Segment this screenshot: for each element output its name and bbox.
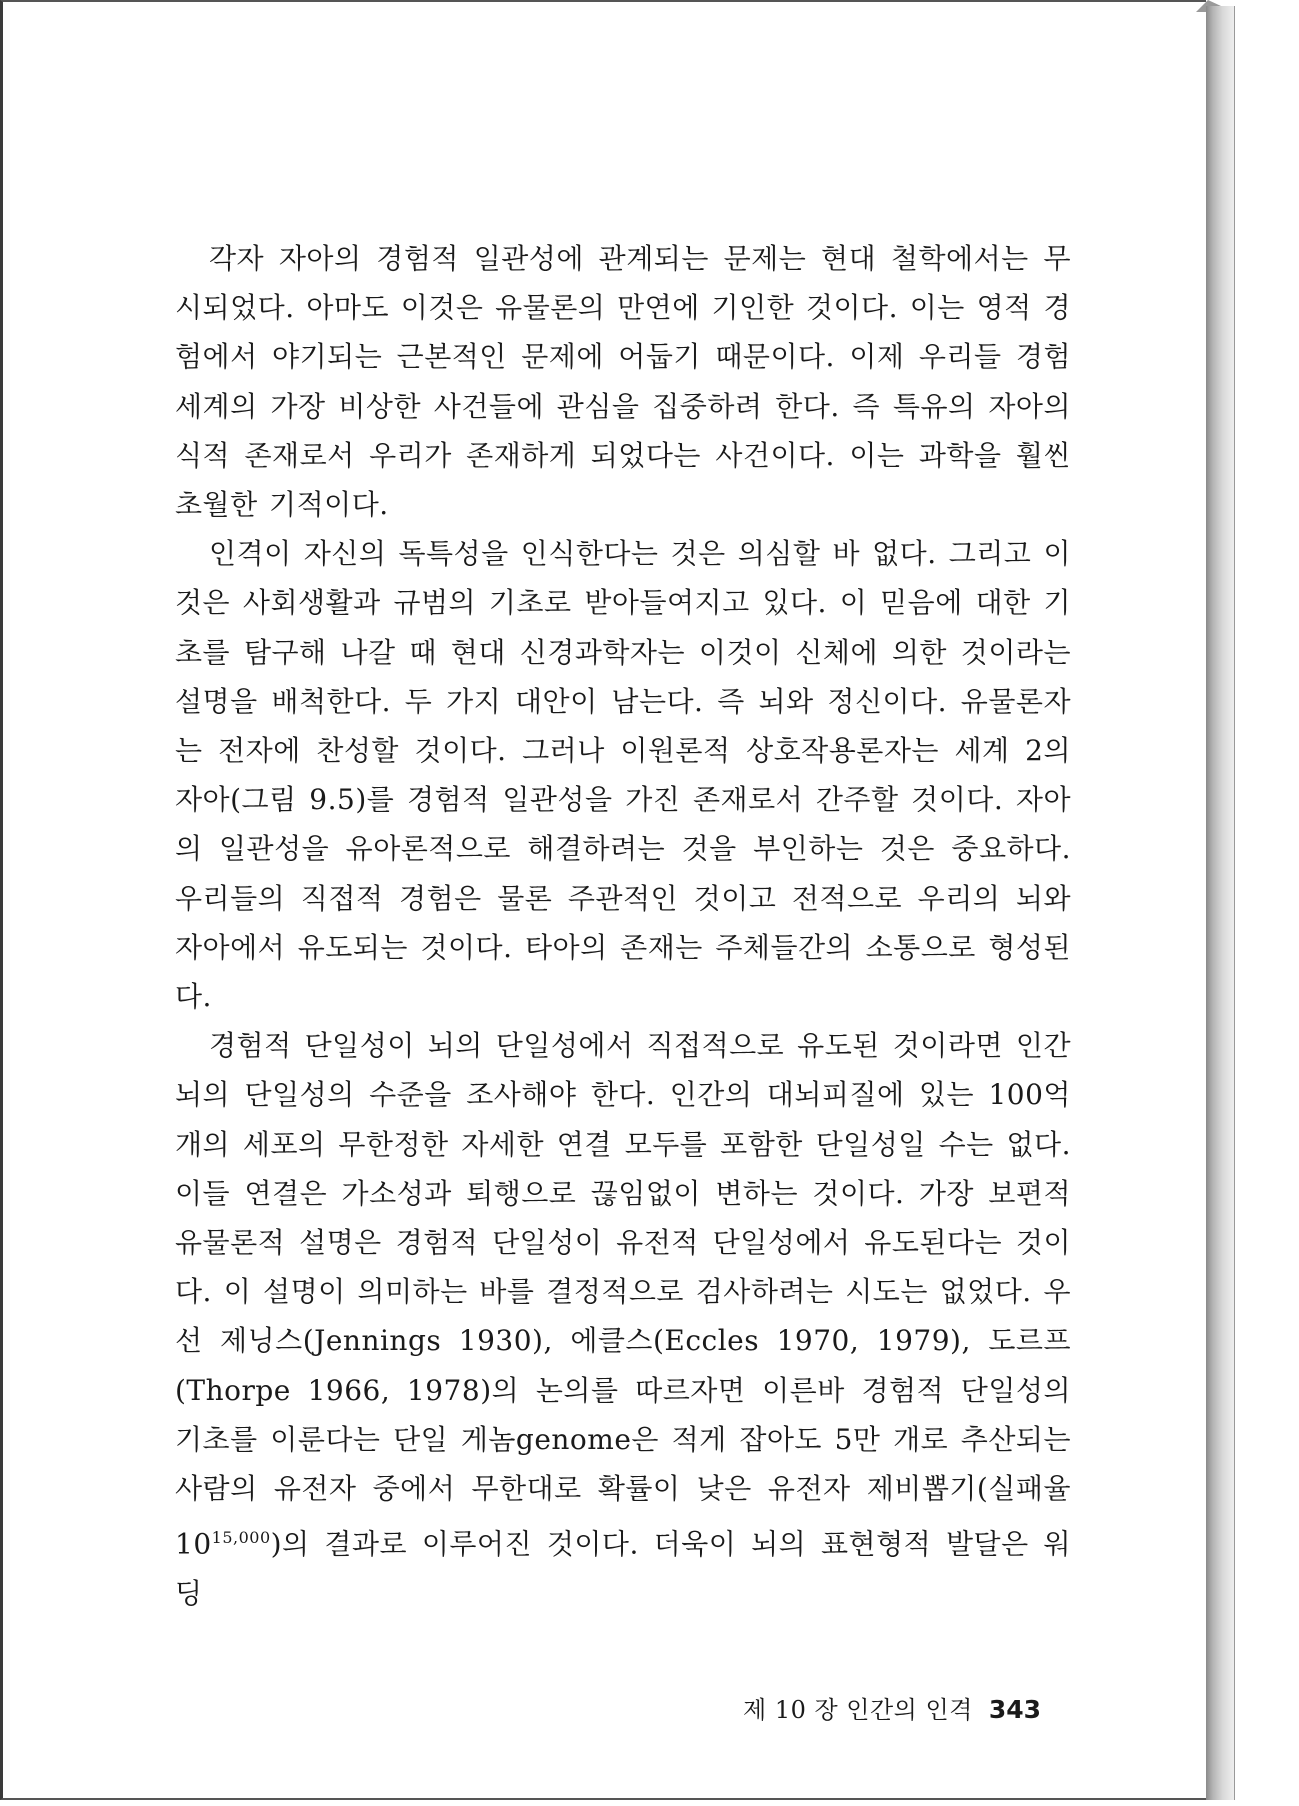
paragraph-1: 각자 자아의 경험적 일관성에 관계되는 문제는 현대 철학에서는 무시되었다. 아마도 이것은 유물론의 만연에 기인한 것이다. 이는 영적 경험에서 야기되는 근본적인 문제에 어둡기 때문이다. 이제 우리들 경험 세계의 가장 비상한 사건들에 관심을 집중하려 한다. 즉 특유의 자아의식적 존재로서 우리가 존재하게 되었다는 사건이다. 이는 과학을 훨씬 초월한 기적이다. xyxy=(175,242,1071,522)
page-edge-shadow xyxy=(1206,6,1235,1800)
paragraph-3 xyxy=(175,1021,1071,1618)
page-footer xyxy=(743,1690,1041,1725)
paragraph-3-tail: )의 결과로 이루어진 것이다. 더욱이 뇌의 표현형적 발달은 워딩 xyxy=(175,1527,1071,1610)
paragraph-3-text: 경험적 단일성이 뇌의 단일성에서 직접적으로 유도된 것이라면 인간 뇌의 단일성의 수준을 조사해야 한다. 인간의 대뇌피질에 있는 100억 개의 세포의 무한정한 자세한 연결 모두를 포함한 단일성일 수는 없다. 이들 연결은 가소성과 퇴행으로 끊임없이 변하는 것이다. 가장 보편적 유물론적 설명은 경험적 단일성이 유전적 단일성에서 유도된다는 것이다. 이 설명이 의미하는 바를 결정적으로 검사하려는 시도는 없었다. 우선 제닝스(Jennings 1930), 에클스(Eccles 1970, 1979), 도르프(Thorpe 1966, 1978)의 논의를 따르자면 이른바 경험적 단일성의 기초를 이룬다는 단일 게놈genome은 적게 잡아도 5만 개로 추산되는 사람의 유전자 중에서 무한대로 확률이 낮은 유전자 제비뽑기(실패율 10 xyxy=(175,1029,1071,1561)
running-chapter-title: 제 10 장 인간의 인격 xyxy=(743,1696,973,1724)
page-number: 343 xyxy=(988,1695,1042,1724)
paragraph-2: 인격이 자신의 독특성을 인식한다는 것은 의심할 바 없다. 그리고 이것은 사회생활과 규범의 기초로 받아들여지고 있다. 이 믿음에 대한 기초를 탐구해 나갈 때 현대 신경과학자는 이것이 신체에 의한 것이라는 설명을 배척한다. 두 가지 대안이 남는다. 즉 뇌와 정신이다. 유물론자는 전자에 찬성할 것이다. 그러나 이원론적 상호작용론자는 세계 2의 자아(그림 9.5)를 경험적 일관성을 가진 존재로서 간주할 것이다. 자아의 일관성을 유아론적으로 해결하려는 것을 부인하는 것은 중요하다. 우리들의 직접적 경험은 물론 주관적인 것이고 전적으로 우리의 뇌와 자아에서 유도되는 것이다. 타아의 존재는 주체들간의 소통으로 형성된다. xyxy=(175,537,1071,1014)
exponent-superscript: 15,000 xyxy=(211,1528,271,1548)
body-text xyxy=(175,234,1071,1618)
